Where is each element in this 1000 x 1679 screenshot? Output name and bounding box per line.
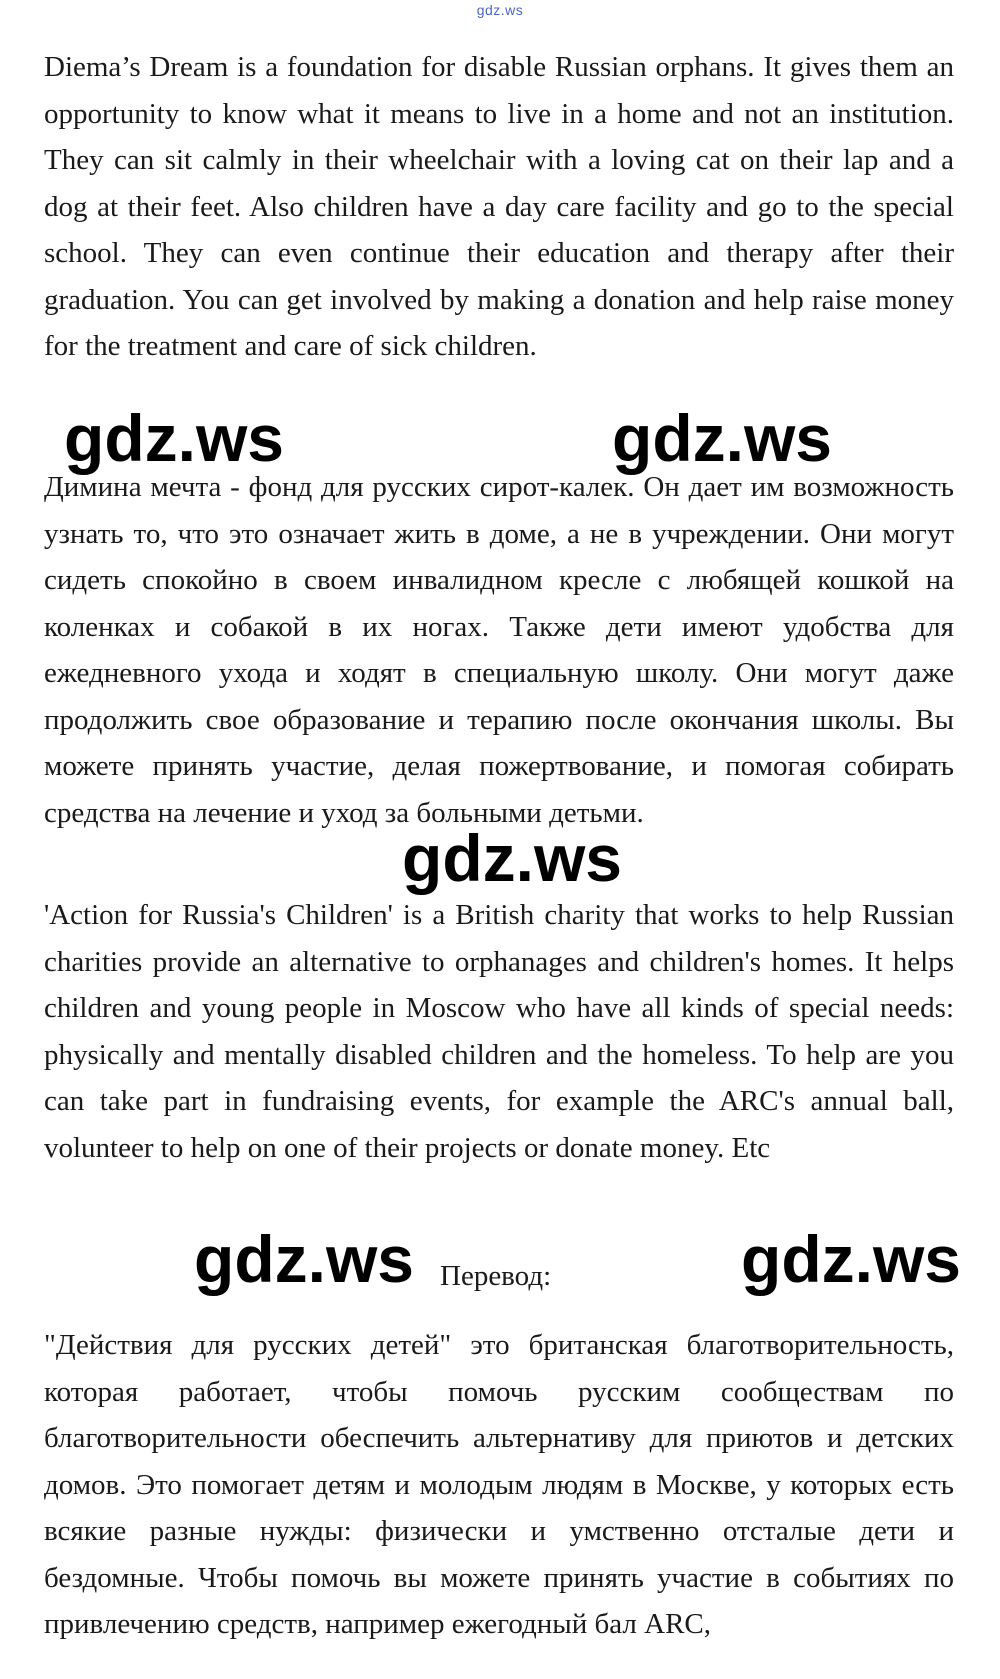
paragraph-arc-russian: "Действия для русских детей" это британская благотворительность, которая работает, чтобы помочь русским сообществам по благотворительности обеспечить альтернативу для приютов и детских домов. Это помогает детям и молодым людям в Москве, у которых есть всякие разные нужды: физически и умственно отсталые дети и бездомные. Чтобы помочь вы можете принять участие в событиях по привлечению средств, например ежегодный бал ARC, bbox=[44, 1329, 954, 1640]
paragraph-arc-english: 'Action for Russia's Children' is a British charity that works to help Russian charities provide an alternative to orphanages and children's homes. It helps children and young people in Moscow who have all kinds of special needs: physically and mentally disabled children and the homeless. To help are you can take part in fundraising events, for example the ARC's annual ball, volunteer to help on one of their projects or donate money. Etc bbox=[44, 899, 954, 1164]
paragraph-diema-russian: Димина мечта - фонд для русских сирот-калек. Он дает им возможность узнать то, что это означает жить в доме, а не в учреждении. Они могут сидеть спокойно в своем инвалидном кресле с любящей кошкой на коленках и собакой в их ногах. Также дети имеют удобства для ежедневного ухода и ходят в специальную школу. Они могут даже продолжить свое образование и терапию после окончания школы. Вы можете принять участие, делая пожертвование, и помогая собирать средства на лечение и уход за больными детьми. bbox=[44, 471, 954, 829]
watermark: gdz.ws bbox=[741, 1222, 962, 1296]
watermark: gdz.ws bbox=[64, 401, 285, 475]
watermark: gdz.ws bbox=[402, 821, 623, 895]
site-watermark-top: gdz.ws bbox=[476, 2, 524, 18]
watermark: gdz.ws bbox=[612, 401, 833, 475]
paragraph-diema-english: Diema’s Dream is a foundation for disable Russian orphans. It gives them an opportunity to know what it means to live in a home and not an institution. They can sit calmly in their wheelchair with a loving cat on their lap and a dog at their feet. Also children have a day care facility and go to the special school. They can even continue their education and therapy after their graduation. You can get involved by making a donation and help raise money for the treatment and care of sick children. bbox=[44, 51, 954, 362]
translation-heading: Перевод: bbox=[440, 1260, 552, 1292]
watermark: gdz.ws bbox=[194, 1222, 415, 1296]
